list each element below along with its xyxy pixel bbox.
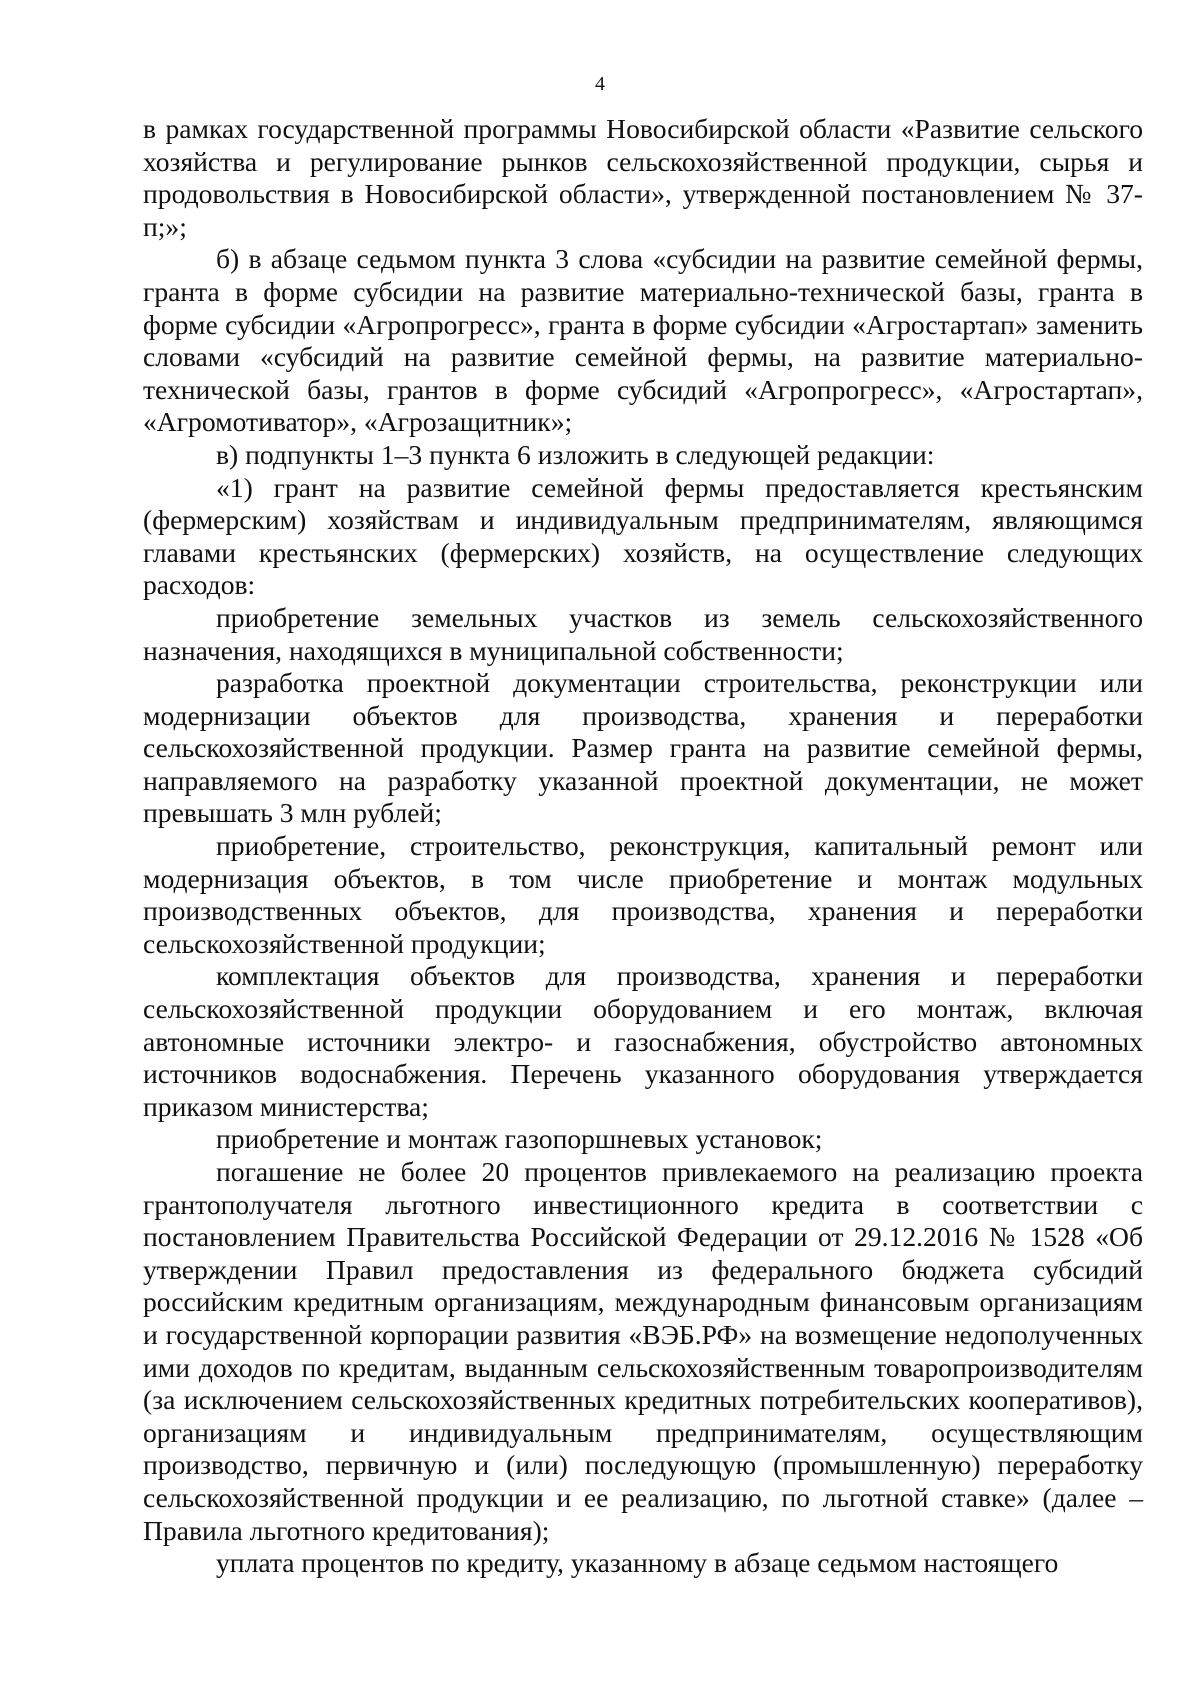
paragraph-continuation: в рамках государственной программы Новосибирской области «Развитие сельского хозяйства и регулирование рынков сельскохозяйственной продукции, сырья и продовольствия в Новосибирской области», утвержденной постановлением № 37-п;»; [143,113,1143,242]
paragraph-expense-gas-units: приобретение и монтаж газопоршневых установок; [216,1123,823,1155]
page-number: 4 [595,73,605,95]
paragraph-subitem-1: «1) грант на развитие семейной фермы предоставляется крестьянским (фермерским) хозяйствам и индивидуальным предпринимателям, являющимся главами крестьянских (фермерских) хозяйств, на осуществление следующих расходов: [143,471,1143,601]
paragraph-expense-equipment: комплектация объектов для производства, хранения и переработки сельскохозяйственной продукции оборудованием и его монтаж, включая автономные источники электро- и газоснабжения, обустройство автономных источников водоснабжения. Перечень указанного оборудования утверждается приказом министерства; [143,960,1143,1122]
paragraph-item-b: б) в абзаце седьмом пункта 3 слова «субсидии на развитие семейной фермы, гранта в форме субсидии на развитие материально-технической базы, гранта в форме субсидии «Агропрогресс», гранта в форме субсидии «Агростартап» заменить словами «субсидий на развитие семейной фермы, на развитие материально-технической базы, грантов в форме субсидий «Агропрогресс», «Агростартап», «Агромотиватор», «Агрозащитник»; [143,243,1143,438]
paragraph-expense-interest: уплата процентов по кредиту, указанному в абзаце седьмом настоящего [216,1547,1059,1579]
paragraph-expense-land: приобретение земельных участков из земель сельскохозяйственного назначения, находящихся в муниципальной собственности; [143,601,1143,666]
paragraph-expense-design: разработка проектной документации строительства, реконструкции или модернизации объектов для производства, хранения и переработки сельскохозяйственной продукции. Размер гранта на развитие семейной фермы, направляемого на разработку указанной проектной документации, не может превышать 3 млн рублей; [143,667,1143,829]
paragraph-expense-loan-repayment: погашение не более 20 процентов привлекаемого на реализацию проекта грантополучателя льготного инвестиционного кредита в соответствии с постановлением Правительства Российской Федерации от 29.12.2016 № 1528 «Об утверждении Правил предоставления из федерального бюджета субсидий российским кредитным организациям, международным финансовым организациям и государственной корпорации развития «ВЭБ.РФ» на возмещение недополученных ими доходов по кредитам, выданным сельскохозяйственным товаропроизводителям (за исключением сельскохозяйственных кредитных потребительских кооперативов), организациям и индивидуальным предпринимателям, осуществляющим производство, первичную и (или) последующую (промышленную) переработку сельскохозяйственной продукции и ее реализацию, по льготной ставке» (далее – Правила льготного кредитования); [143,1156,1143,1546]
document-body [143,113,1143,1580]
paragraph-item-v: в) подпункты 1–3 пункта 6 изложить в следующей редакции: [216,438,935,470]
paragraph-expense-construction: приобретение, строительство, реконструкция, капитальный ремонт или модернизация объектов, в том числе приобретение и монтаж модульных производственных объектов, для производства, хранения и переработки сельскохозяйственной продукции; [143,830,1143,959]
